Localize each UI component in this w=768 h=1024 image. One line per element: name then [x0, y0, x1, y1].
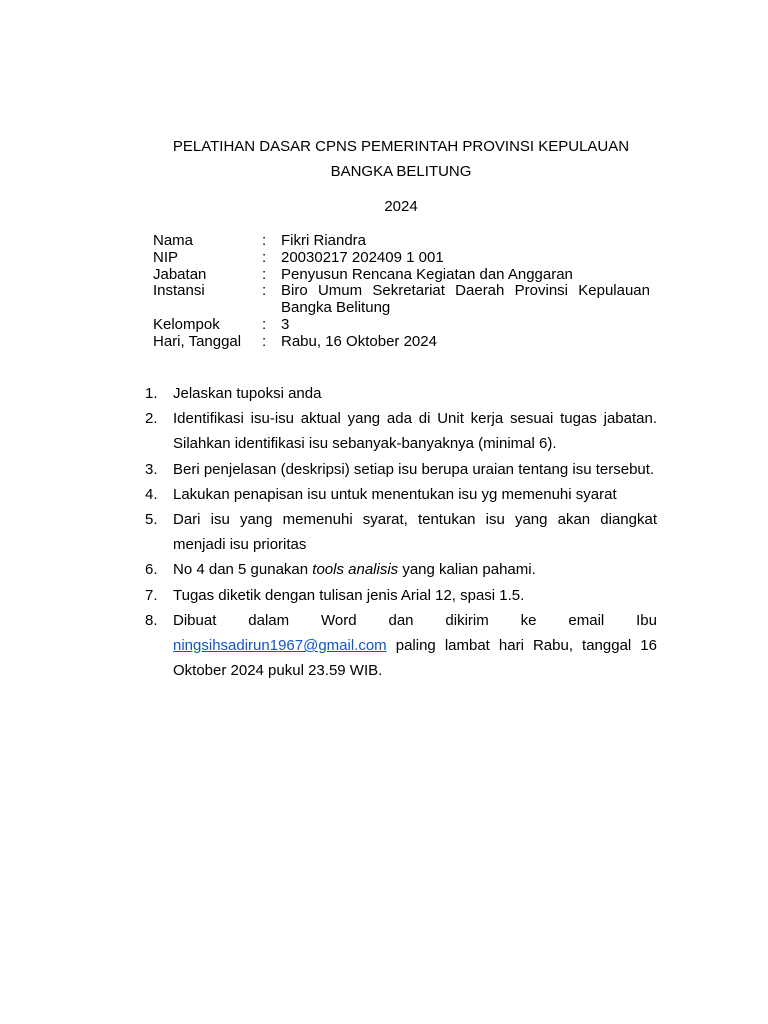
task-number: 7. [145, 586, 158, 604]
info-label: NIP [153, 248, 179, 266]
task-text: Lakukan penapisan isu untuk menentukan isu yg memenuhi syarat [173, 485, 617, 503]
info-label: Hari, Tanggal [153, 332, 242, 350]
info-row-kelompok [153, 317, 650, 334]
task-text-part: Dibuat dalam Word dan dikirim ke email Ibu [173, 611, 657, 629]
task-number: 2. [145, 410, 158, 428]
task-item [145, 608, 657, 684]
task-text-part: yang kalian pahami. [398, 561, 536, 579]
info-value: 3 [281, 315, 290, 333]
info-colon: : [262, 232, 267, 249]
participant-info [153, 233, 650, 351]
info-row-hari-tanggal [153, 334, 650, 351]
task-item [145, 406, 657, 456]
task-number: 6. [145, 561, 158, 579]
info-value: Fikri Riandra [281, 232, 367, 249]
task-item [145, 381, 657, 406]
task-item [145, 583, 657, 608]
task-text: Beri penjelasan (deskripsi) setiap isu berupa uraian tentang isu tersebut. [173, 460, 655, 478]
info-row-instansi [153, 283, 650, 317]
info-value: Penyusun Rencana Kegiatan dan Anggaran [281, 265, 573, 283]
info-row-nama [153, 233, 650, 250]
info-label: Jabatan [153, 265, 207, 283]
task-text: Dari isu yang memenuhi syarat, tentukan isu yang akan diangkat menjadi isu prioritas [173, 511, 657, 554]
task-text: Identifikasi isu-isu aktual yang ada di Unit kerja sesuai tugas jabatan. Silahkan identifikasi isu sebanyak-banyaknya (minimal 6). [173, 410, 657, 453]
task-number: 1. [145, 385, 158, 402]
task-item [145, 482, 657, 507]
task-item [145, 457, 657, 482]
info-value: 20030217 202409 1 001 [281, 248, 444, 266]
info-label: Nama [153, 232, 194, 249]
task-text: Jelaskan tupoksi anda [173, 385, 322, 402]
document-year: 2024 [384, 198, 418, 215]
info-colon: : [262, 282, 267, 300]
task-text-part: No 4 dan 5 gunakan [173, 561, 313, 579]
info-value: Rabu, 16 Oktober 2024 [281, 332, 437, 350]
document-title-line-1: PELATIHAN DASAR CPNS PEMERINTAH PROVINSI KEPULAUAN [172, 138, 630, 155]
info-colon: : [262, 315, 267, 333]
info-colon: : [262, 248, 267, 266]
task-text-part: paling lambat hari Rabu, tanggal 16 Oktober 2024 pukul 23.59 WIB. [173, 637, 657, 680]
task-number: 3. [145, 460, 158, 478]
info-colon: : [262, 265, 267, 283]
task-text [173, 608, 657, 684]
task-list [145, 381, 657, 683]
info-row-jabatan [153, 267, 650, 284]
info-colon: : [262, 332, 267, 350]
email-link[interactable]: ningsihsadirun1967@gmail.com [173, 637, 387, 655]
document-title-line-2: BANGKA BELITUNG [330, 163, 472, 180]
task-text [173, 557, 657, 582]
info-value: Biro Umum Sekretariat Daerah Provinsi Kepulauan Bangka Belitung [281, 282, 650, 317]
info-label: Instansi [153, 282, 205, 300]
task-text: Tugas diketik dengan tulisan jenis Arial 12, spasi 1.5. [173, 586, 525, 604]
info-label: Kelompok [153, 315, 220, 333]
info-row-nip [153, 250, 650, 267]
task-number: 5. [145, 511, 158, 529]
task-text-italic: tools analisis [312, 561, 399, 579]
task-number: 4. [145, 485, 158, 503]
task-item [145, 557, 657, 582]
task-item [145, 507, 657, 557]
task-number: 8. [145, 611, 158, 629]
